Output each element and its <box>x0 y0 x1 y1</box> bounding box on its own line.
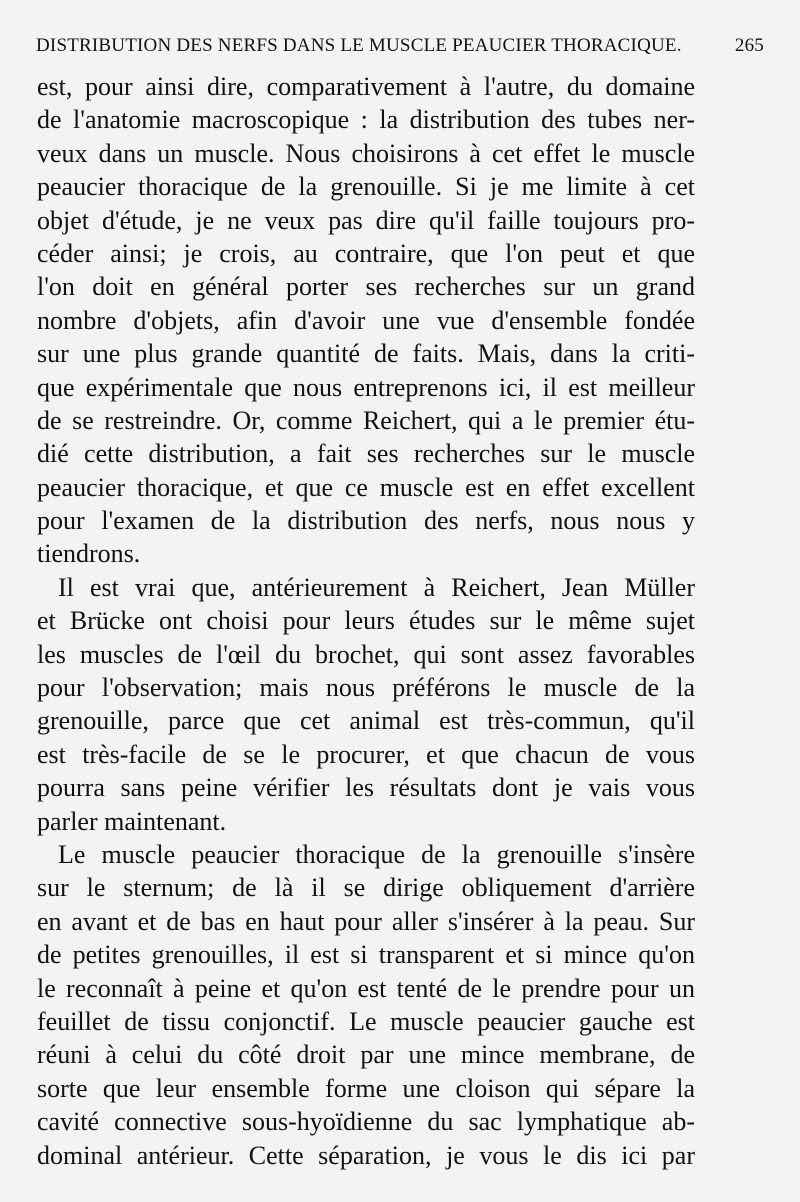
running-title: DISTRIBUTION DES NERFS DANS LE MUSCLE PEAUCIER THORACIQUE. <box>36 35 682 56</box>
text-line: dié cette distribution, a fait ses recherches sur le muscle <box>37 439 695 469</box>
text-line: peaucier thoracique, et que ce muscle est en effet excellent <box>37 472 695 502</box>
text-line: les muscles de l'œil du brochet, qui sont assez favorables <box>37 639 695 669</box>
text-line: pour l'examen de la distribution des nerfs, nous nous y <box>37 506 695 536</box>
text-line: veux dans un muscle. Nous choisirons à cet effet le muscle <box>37 138 695 168</box>
text-line: grenouille, parce que cet animal est très-commun, qu'il <box>37 706 695 736</box>
paragraph-start-line: Il est vrai que, antérieurement à Reichert, Jean Müller <box>58 572 695 602</box>
text-line: feuillet de tissu conjonctif. Le muscle peaucier gauche est <box>37 1006 695 1036</box>
text-line: pourra sans peine vérifier les résultats dont je vais vous <box>37 773 695 803</box>
text-line: de l'anatomie macroscopique : la distribution des tubes ner- <box>37 105 695 135</box>
running-head <box>36 34 764 58</box>
paragraph-start-line: Le muscle peaucier thoracique de la grenouille s'insère <box>58 839 695 869</box>
text-line: l'on doit en général porter ses recherches sur un grand <box>37 272 695 302</box>
paragraph-end-line: parler maintenant. <box>37 806 227 836</box>
text-line: de petites grenouilles, il est si transparent et si mince qu'on <box>37 940 695 970</box>
page-number: 265 <box>734 35 764 56</box>
text-line: et Brücke ont choisi pour leurs études sur le même sujet <box>37 606 695 636</box>
paragraph-end-line: tiendrons. <box>37 539 141 569</box>
text-line: réuni à celui du côté droit par une mince membrane, de <box>37 1040 695 1070</box>
text-line: est très-facile de se le procurer, et que chacun de vous <box>37 739 695 769</box>
text-line: pour l'observation; mais nous préférons le muscle de la <box>37 673 695 703</box>
text-line: de se restreindre. Or, comme Reichert, qui a le premier étu- <box>37 405 695 435</box>
text-line: nombre d'objets, afin d'avoir une vue d'ensemble fondée <box>37 305 695 335</box>
text-line: que expérimentale que nous entreprenons ici, il est meilleur <box>37 372 695 402</box>
text-line: sur le sternum; de là il se dirige obliquement d'arrière <box>37 873 695 903</box>
text-line: en avant et de bas en haut pour aller s'insérer à la peau. Sur <box>37 906 695 936</box>
text-line: sorte que leur ensemble forme une cloison qui sépare la <box>37 1073 695 1103</box>
text-line: cavité connective sous-hyoïdienne du sac lymphatique ab- <box>37 1107 695 1137</box>
text-line: objet d'étude, je ne veux pas dire qu'il faille toujours pro- <box>37 205 695 235</box>
body-text <box>37 70 695 1172</box>
text-line: dominal antérieur. Cette séparation, je vous le dis ici par <box>37 1140 695 1170</box>
text-line: céder ainsi; je crois, au contraire, que l'on peut et que <box>37 238 695 268</box>
text-line: le reconnaît à peine et qu'on est tenté de le prendre pour un <box>37 973 695 1003</box>
text-line: sur une plus grande quantité de faits. Mais, dans la criti- <box>37 339 695 369</box>
text-line: peaucier thoracique de la grenouille. Si je me limite à cet <box>37 172 695 202</box>
text-line: est, pour ainsi dire, comparativement à l'autre, du domaine <box>37 72 695 101</box>
